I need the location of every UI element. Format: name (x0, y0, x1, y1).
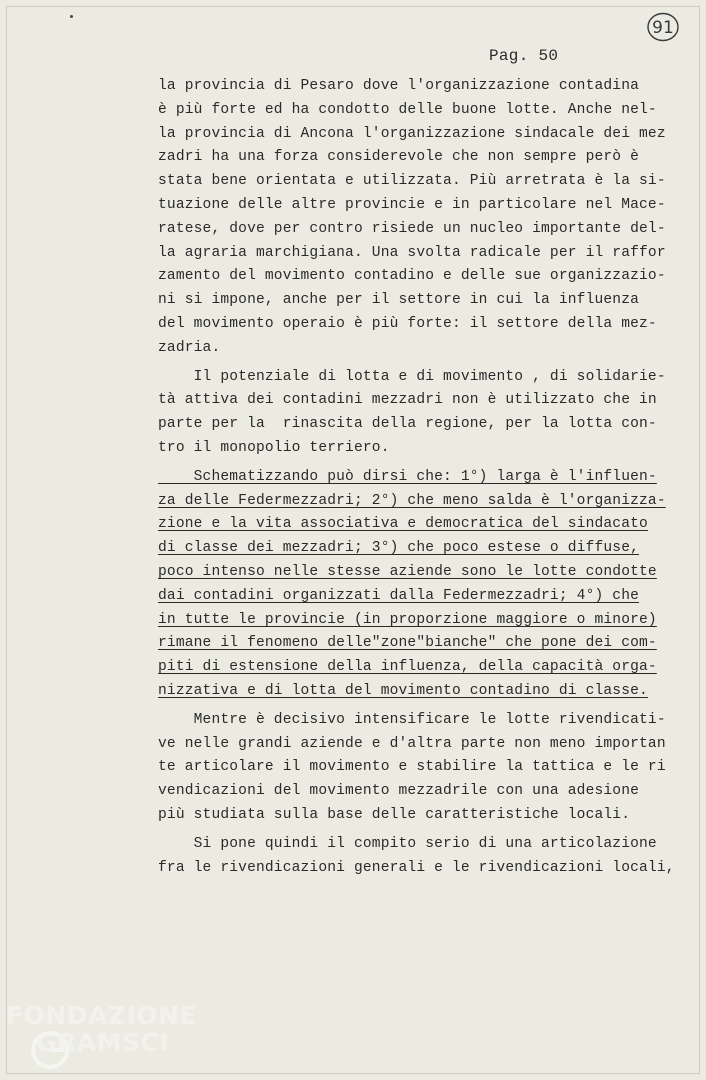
scan-speck (70, 15, 73, 18)
text-line: Il potenziale di lotta e di movimento , di solidarie- (158, 368, 666, 385)
svg-text:91: 91 (652, 18, 674, 38)
underlined-text-line: dai contadini organizzati dalla Federmezzadri; 4°) che (158, 587, 640, 604)
text-line: tuazione delle altre provincie e in particolare nel Mace- (158, 196, 666, 213)
text-line: tro il monopolio terriero. (158, 439, 390, 456)
text-line: zamento del movimento contadino e delle sue organizzazio- (158, 268, 666, 285)
text-line: parte per la rinascita della regione, per la lotta con- (158, 416, 657, 433)
text-line: è più forte ed ha condotto delle buone lotte. Anche nel- (158, 101, 657, 118)
underlined-text-line: in tutte le provincie (in proporzione maggiore o minore) (158, 611, 657, 628)
text-line: fra le rivendicazioni generali e le rivendicazioni locali, (158, 859, 675, 876)
text-line: la provincia di Ancona l'organizzazione sindacale dei mez (158, 125, 666, 142)
archive-watermark (6, 1003, 197, 1057)
underlined-text-line: di classe dei mezzadri; 3°) che poco estese o diffuse, (158, 540, 640, 557)
underlined-text-line: poco intenso nelle stesse aziende sono le lotte condotte (158, 563, 657, 580)
watermark-line1: FONDAZIONE (6, 1001, 198, 1030)
text-line: Si pone quindi il compito serio di una articolazione (158, 835, 657, 852)
text-line: zadria. (158, 339, 221, 356)
text-line: te articolare il movimento e stabilire la tattica e le ri (158, 759, 666, 776)
underlined-text-line: za delle Federmezzadri; 2°) che meno salda è l'organizza- (158, 492, 666, 509)
underlined-text-line: rimane il fenomeno delle"zone"bianche" che pone dei com- (158, 635, 657, 652)
underlined-text-line: piti di estensione della influenza, della capacità orga- (158, 659, 657, 676)
text-line: ni si impone, anche per il settore in cui la influenza (158, 292, 640, 309)
text-line: zadri ha una forza considerevole che non sempre però è (158, 149, 640, 166)
text-line: ve nelle grandi aziende e d'altra parte non meno importan (158, 735, 666, 752)
text-line: tà attiva dei contadini mezzadri non è utilizzato che in (158, 392, 657, 409)
typed-text-block (158, 75, 675, 880)
text-line: ratese, dove per contro risiede un nucleo importante del- (158, 220, 666, 237)
text-line: Mentre è decisivo intensificare le lotte rivendicati- (158, 711, 666, 728)
underlined-text-line: zione e la vita associativa e democratica del sindacato (158, 516, 648, 533)
page-number: Pag. 50 (489, 47, 559, 65)
text-line: più studiata sulla base delle caratteristiche locali. (158, 806, 631, 823)
underlined-text-line: Schematizzando può dirsi che: 1°) larga è l'influen- (158, 468, 657, 485)
underlined-text-line: nizzativa e di lotta del movimento contadino di classe. (158, 682, 648, 699)
archive-stamp-icon (646, 10, 680, 44)
watermark-line2: GRAMSCI (36, 1028, 170, 1057)
text-line: stata bene orientata e utilizzata. Più arretrata è la si- (158, 173, 666, 190)
text-line: la provincia di Pesaro dove l'organizzazione contadina (158, 78, 640, 94)
text-line: vendicazioni del movimento mezzadrile con una adesione (158, 783, 640, 800)
text-line: la agraria marchigiana. Una svolta radicale per il raffor (158, 244, 666, 261)
text-line: del movimento operaio è più forte: il settore della mez- (158, 315, 657, 332)
